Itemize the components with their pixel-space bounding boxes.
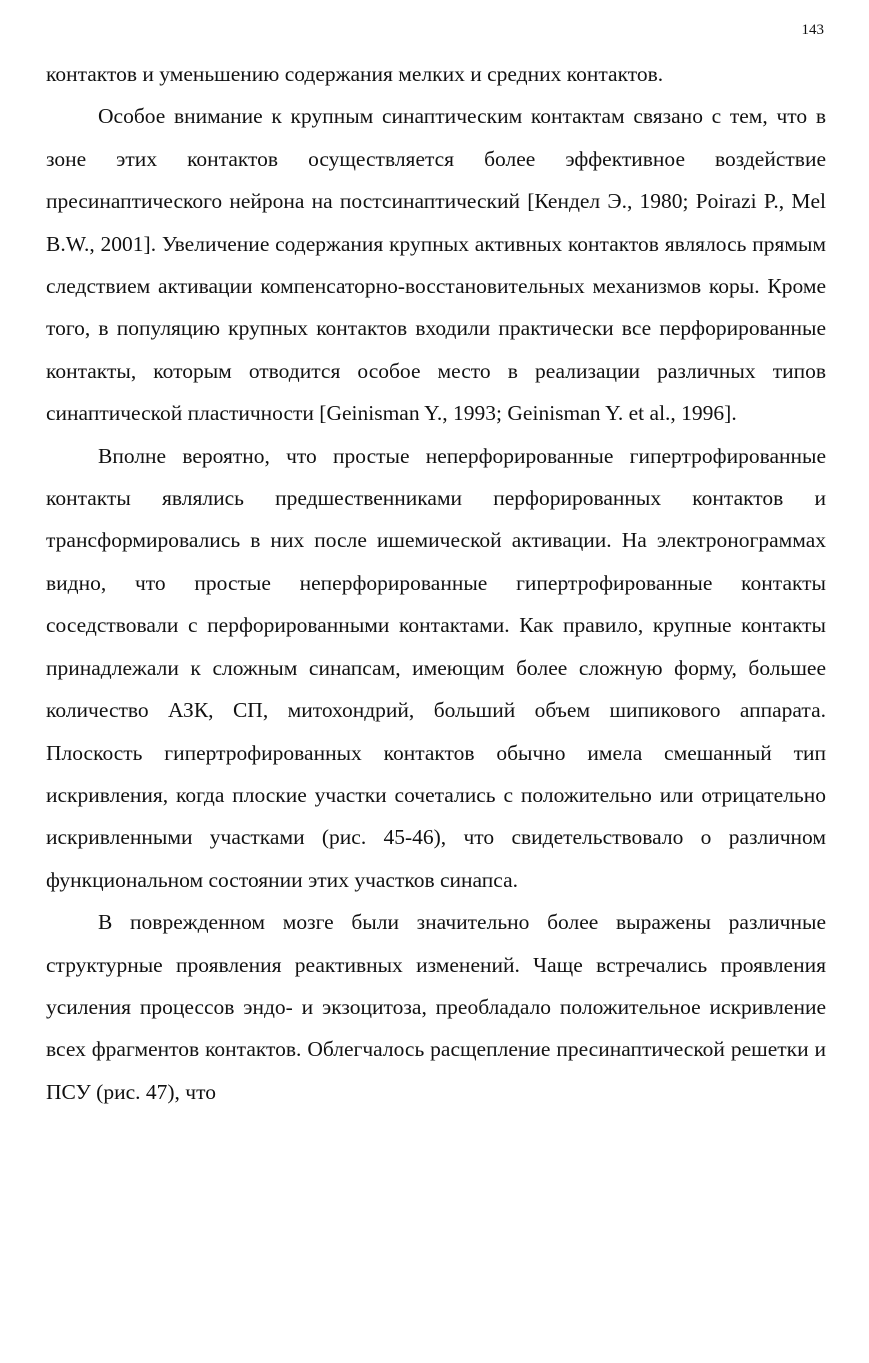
- paragraph-continuation: контактов и уменьшению содержания мелких и средних контактов.: [46, 62, 664, 86]
- body-text: [46, 53, 826, 1113]
- paragraph-damaged-brain: В поврежденном мозге были значительно более выражены различные структурные проявления реактивных изменений. Чаще встречались проявления усиления процессов эндо- и экзоцитоза, преобладало положительное искривление всех фрагментов контактов. Облегчалось расщепление пресинаптической решетки и ПСУ (рис. 47), что: [46, 910, 826, 1104]
- page-number: 143: [801, 22, 824, 38]
- paragraph-synaptic-contacts: Особое внимание к крупным синаптическим контактам связано с тем, что в зоне этих контактов осуществляется более эффективное воздействие пресинаптического нейрона на постсинаптический [Кендел Э., 1980; Poirazi P., Mel B.W., 2001]. Увеличение содержания крупных активных контактов являлось прямым следствием активации компенсаторно-восстановительных механизмов коры. Кроме того, в популяцию крупных контактов входили практически все перфорированные контакты, которым отводится особое место в реализации различных типов синаптической пластичности [Geinisman Y., 1993; Geinisman Y. et al., 1996].: [46, 104, 826, 426]
- paragraph-hypertrophied-contacts: Вполне вероятно, что простые неперфорированные гипертрофированные контакты являлись предшественниками перфорированных контактов и трансформировались в них после ишемической активации. На электронограммах видно, что простые неперфорированные гипертрофированные контакты соседствовали с перфорированными контактами. Как правило, крупные контакты принадлежали к сложным синапсам, имеющим более сложную форму, большее количество АЗК, СП, митохондрий, больший объем шипикового аппарата. Плоскость гипертрофированных контактов обычно имела смешанный тип искривления, когда плоские участки сочетались с положительно или отрицательно искривленными участками (рис. 45-46), что свидетельствовало о различном функциональном состоянии этих участков синапса.: [46, 443, 826, 892]
